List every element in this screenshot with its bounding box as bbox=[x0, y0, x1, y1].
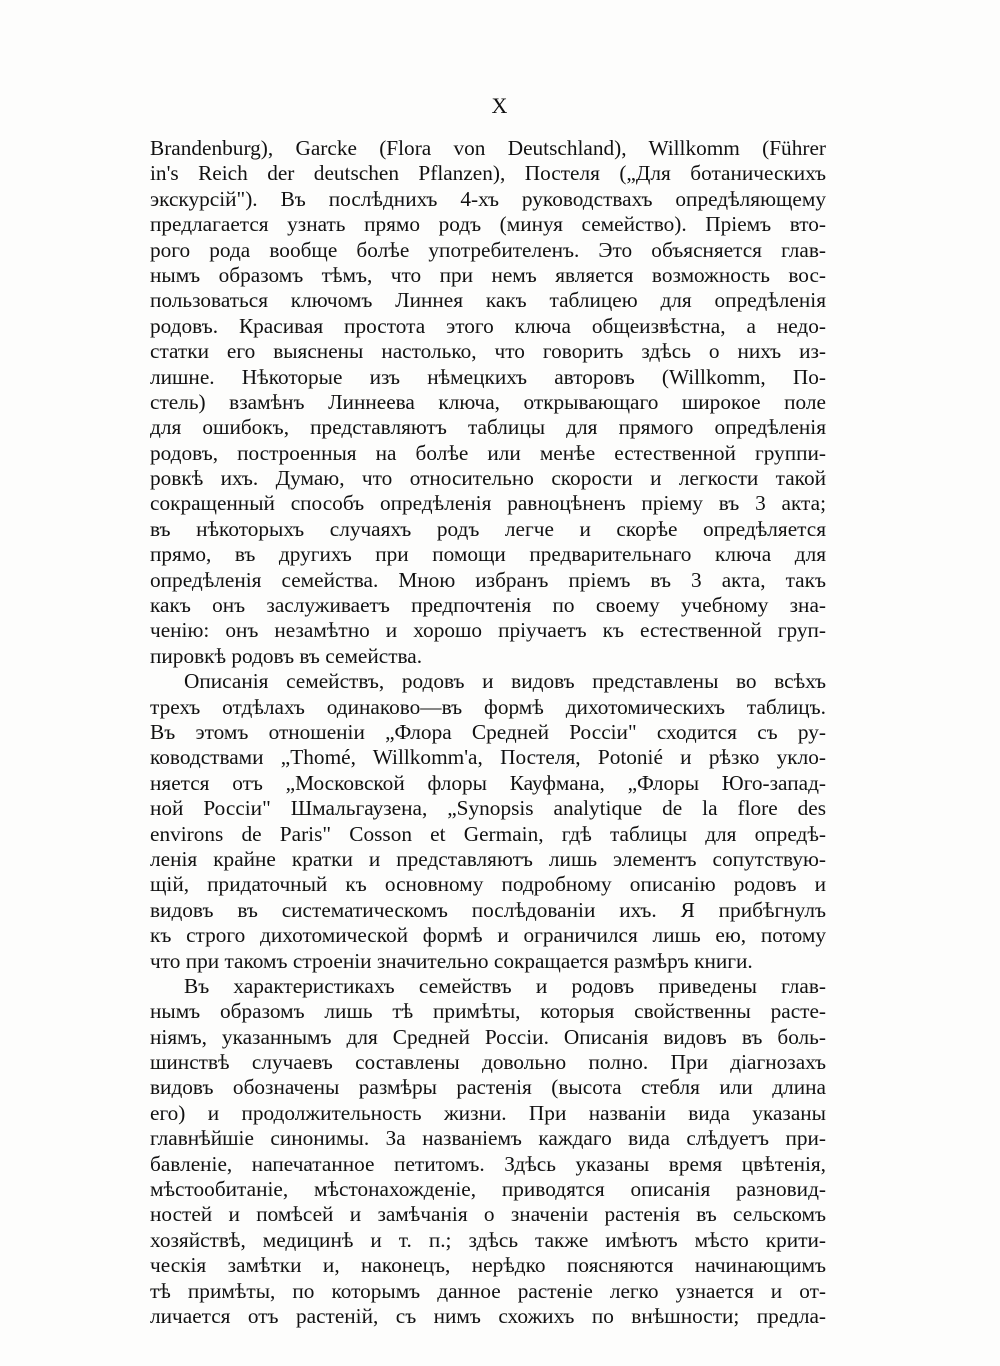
page-number: X bbox=[491, 93, 509, 118]
text-line: къ строго дихотомической формѣ и ограничился лишь ею, потому bbox=[150, 923, 826, 948]
text-line: въ нѣкоторыхъ случаяхъ родъ легче и скорѣе опредѣляется bbox=[150, 516, 826, 541]
text-line: экскурсій"). Въ послѣднихъ 4-хъ руководствахъ опредѣляющему bbox=[150, 186, 826, 211]
text-line: для ошибокъ, представляютъ таблицы для прямого опредѣленія bbox=[150, 415, 826, 440]
text-line: щій, придаточный къ основному подробному описанію родовъ и bbox=[150, 872, 826, 897]
text-line: ленія крайне кратки и представляютъ лишь элементъ сопутствую- bbox=[150, 846, 826, 871]
text-line: рого рода вообще болѣе употребителенъ. Это объясняется глав- bbox=[150, 237, 826, 262]
paragraph-3 bbox=[150, 974, 826, 1329]
text-line: environs de Paris" Cosson et Germain, гдѣ таблицы для опредѣ- bbox=[150, 821, 826, 846]
paragraph-1 bbox=[150, 136, 826, 669]
text-line: ководствами „Thomé, Willkomm'a, Постеля, Potonié и рѣзко укло- bbox=[150, 745, 826, 770]
text-line: сокращенный способъ опредѣленія равноцѣненъ пріему въ 3 акта; bbox=[150, 491, 826, 516]
text-line: пировкѣ родовъ въ семейства. bbox=[150, 643, 423, 668]
text-line: тѣ примѣты, по которымъ данное растеніе легко узнается и от- bbox=[150, 1278, 826, 1303]
text-line: ченію: онъ незамѣтно и хорошо пріучаетъ къ естественной груп- bbox=[150, 618, 826, 643]
text-line: прямо, въ другихъ при помощи предварительнаго ключа для bbox=[150, 542, 826, 567]
text-line: нымъ образомъ лишь тѣ примѣты, которыя свойственны расте- bbox=[150, 999, 826, 1024]
text-line: пользоваться ключомъ Линнея какъ таблицею для опредѣленія bbox=[150, 288, 826, 313]
text-line: родовъ. Красивая простота этого ключа общеизвѣстна, а недо- bbox=[150, 313, 826, 338]
body-text bbox=[150, 136, 826, 1329]
text-line: статки его выяснены настолько, что говорить здѣсь о нихъ из- bbox=[150, 339, 826, 364]
text-line: ной Россіи" Шмальгаузена, „Synopsis analytique de la flore des bbox=[150, 796, 826, 821]
text-line: in's Reich der deutschen Pflanzen), Постеля („Для ботаническихъ bbox=[150, 161, 826, 186]
text-line: ніямъ, указаннымъ для Средней Россіи. Описанія видовъ въ боль- bbox=[150, 1024, 826, 1049]
text-line: видовъ въ систематическомъ послѣдованіи ихъ. Я прибѣгнулъ bbox=[150, 897, 826, 922]
text-line: Въ характеристикахъ семействъ и родовъ приведены глав- bbox=[184, 973, 826, 998]
text-line: его) и продолжительность жизни. При названіи вида указаны bbox=[150, 1100, 826, 1125]
text-line: что при такомъ строеніи значительно сокращается размѣръ книги. bbox=[150, 948, 753, 973]
text-line: шинствѣ случаевъ составлены довольно полно. При діагнозахъ bbox=[150, 1050, 826, 1075]
text-line: ровкѣ ихъ. Думаю, что относительно скорости и легкости такой bbox=[150, 466, 826, 491]
text-line: предлагается узнать прямо родъ (минуя семейство). Пріемъ вто- bbox=[150, 212, 826, 237]
text-line: ческія замѣтки и, наконецъ, нерѣдко поясняются начинающимъ bbox=[150, 1253, 826, 1278]
text-line: главнѣйшіе синонимы. За названіемъ каждаго вида слѣдуетъ при- bbox=[150, 1126, 826, 1151]
text-line: хозяйствѣ, медицинѣ и т. п.; здѣсь также имѣютъ мѣсто крити- bbox=[150, 1227, 826, 1252]
text-line: лишне. Нѣкоторые изъ нѣмецкихъ авторовъ (Willkomm, По- bbox=[150, 364, 826, 389]
text-line: Описанія семействъ, родовъ и видовъ представлены во всѣхъ bbox=[184, 669, 826, 694]
text-line: нымъ образомъ тѣмъ, что при немъ является возможность вос- bbox=[150, 262, 826, 287]
text-line: ностей и помѣсей и замѣчанія о значеніи растенія въ сельскомъ bbox=[150, 1202, 826, 1227]
text-line: Brandenburg), Garcke (Flora von Deutschland), Willkomm (Führer bbox=[150, 136, 826, 160]
text-line: родовъ, построенныя на болѣе или менѣе естественной группи- bbox=[150, 440, 826, 465]
text-line: видовъ обозначены размѣры растенія (высота стебля или длина bbox=[150, 1075, 826, 1100]
text-line: Въ этомъ отношеніи „Флора Средней Россіи" сходится съ ру- bbox=[150, 719, 826, 744]
text-line: опредѣленія семейства. Мною избранъ пріемъ въ 3 акта, такъ bbox=[150, 567, 826, 592]
text-line: няется отъ „Московской флоры Кауфмана, „Флоры Юго-запад- bbox=[150, 770, 826, 795]
text-line: бавленіе, напечатанное петитомъ. Здѣсь указаны время цвѣтенія, bbox=[150, 1151, 826, 1176]
paragraph-2 bbox=[150, 669, 826, 974]
text-line: личается отъ растеній, съ нимъ схожихъ по внѣшности; предла- bbox=[150, 1303, 826, 1328]
text-line: стель) взамѣнъ Линнеева ключа, открывающаго широкое поле bbox=[150, 389, 826, 414]
text-line: какъ онъ заслуживаетъ предпочтенія по своему учебному зна- bbox=[150, 593, 826, 618]
text-line: трехъ отдѣлахъ одинаково—въ формѣ дихотомическихъ таблицъ. bbox=[150, 694, 826, 719]
text-line: мѣстообитаніе, мѣстонахожденіе, приводятся описанія разновид- bbox=[150, 1177, 826, 1202]
